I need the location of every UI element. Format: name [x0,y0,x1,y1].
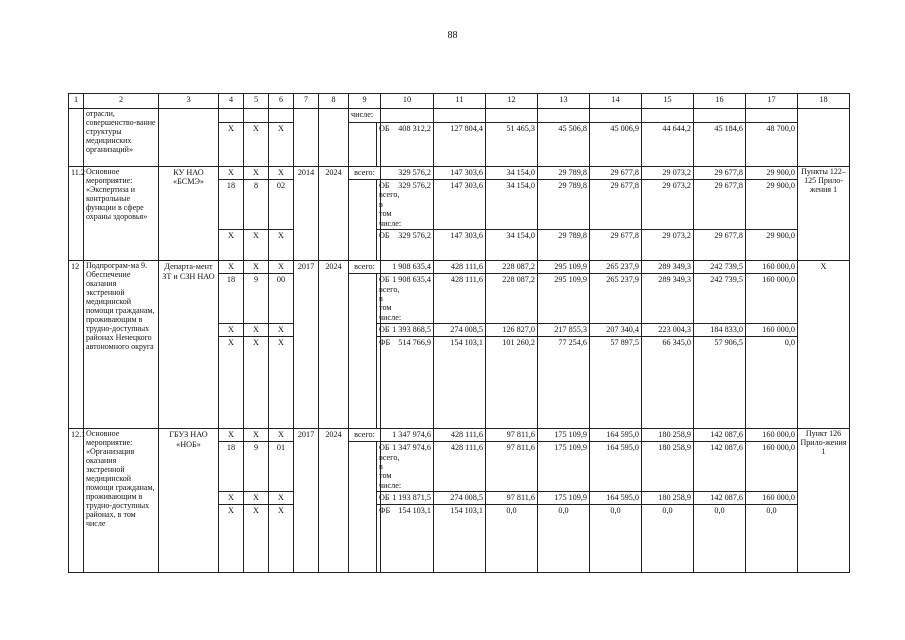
note-cell: Пункты 122–125 Прило-жения 1 [798,167,850,261]
value-cell: 164 595,0 [590,442,642,492]
value-cell: 142 087,6 [694,442,746,492]
value-cell: 29 900,0 [746,230,798,261]
table-row [69,167,850,180]
code-cell: 8 [244,180,269,230]
header-cell: 8 [319,94,349,109]
value-cell: 127 804,4 [434,123,486,167]
value-cell: 1 908 635,4 [381,261,434,274]
code-cell: Х [219,429,244,442]
executor: Департа-мент ЗТ и СЗН НАО [159,261,219,429]
header-cell: 6 [269,94,294,109]
value-cell: 180 258,9 [642,429,694,442]
value-cell: 97 811,6 [486,492,538,505]
value-cell: 29 073,2 [642,180,694,230]
executor: ГБУЗ НАО «НОБ» [159,429,219,573]
year-start: 2017 [294,261,319,429]
code-cell: Х [219,261,244,274]
value-cell: 184 833,0 [694,324,746,337]
code-cell: Х [219,167,244,180]
source-label: числе: [349,109,381,123]
code-cell: Х [219,123,244,167]
header-cell: 7 [294,94,319,109]
value-cell: 228 087,2 [486,274,538,324]
value-cell: 0,0 [538,505,590,573]
value-cell: 29 789,8 [538,167,590,180]
source-label: ОБ всего, в том числе: [377,274,381,324]
source-label: всего: [349,261,381,274]
value-cell: 329 576,2 [381,167,434,180]
executor: КУ НАО «БСМЭ» [159,167,219,261]
value-cell: 164 595,0 [590,429,642,442]
value-cell: 428 111,6 [434,274,486,324]
source-label: ОБ всего, в том числе: [377,180,381,230]
code-cell: Х [269,230,294,261]
header-cell: 10 [381,94,434,109]
value-cell: 97 811,6 [486,429,538,442]
code-cell: 9 [244,442,269,492]
value-cell: 1 347 974,6 [381,442,434,492]
code-cell: 01 [269,442,294,492]
source-label: ОБ [377,324,381,337]
value-cell: 207 340,4 [590,324,642,337]
source-label: ОБ всего, в том числе: [377,442,381,492]
code-cell: Х [219,230,244,261]
header-cell: 17 [746,94,798,109]
value-cell: 147 303,6 [434,230,486,261]
value-cell: 29 677,8 [694,230,746,261]
source-label: ФБ [377,337,381,429]
code-cell: Х [244,230,269,261]
value-cell: 223 004,3 [642,324,694,337]
header-cell: 16 [694,94,746,109]
table-row [69,429,850,442]
value-cell: 242 739,5 [694,261,746,274]
value-cell: 29 677,8 [694,167,746,180]
value-cell: 1 393 868,5 [381,324,434,337]
value-cell: 228 087,2 [486,261,538,274]
table-header-row [69,94,850,109]
value-cell: 1 193 871,5 [381,492,434,505]
value-cell: 29 789,8 [538,180,590,230]
value-cell: 175 109,9 [538,492,590,505]
item-number: 11.2 [69,167,84,261]
code-cell: 18 [219,442,244,492]
value-cell: 164 595,0 [590,492,642,505]
value-cell: 34 154,0 [486,180,538,230]
item-description: Основное мероприятие: «Экспертиза и контрольные функции в сфере охраны здоровья» [84,167,159,261]
code-cell: Х [269,324,294,337]
year-start: 2014 [294,167,319,261]
value-cell: 160 000,0 [746,442,798,492]
value-cell: 147 303,6 [434,167,486,180]
header-cell: 2 [84,94,159,109]
value-cell: 0,0 [746,505,798,573]
source-label: всего: [349,167,381,180]
note-cell: Пункт 126 Прило-жения 1 [798,429,850,573]
year-end: 2024 [319,261,349,429]
value-cell: 175 109,9 [538,442,590,492]
year-end: 2024 [319,429,349,573]
value-cell: 29 677,8 [590,180,642,230]
value-cell: 142 087,6 [694,492,746,505]
value-cell: 329 576,2 [381,230,434,261]
value-cell: 1 347 974,6 [381,429,434,442]
header-cell: 15 [642,94,694,109]
source-label: ОБ [377,492,381,505]
code-cell: Х [244,429,269,442]
value-cell: 160 000,0 [746,261,798,274]
header-cell: 12 [486,94,538,109]
value-cell: 180 258,9 [642,492,694,505]
value-cell: 45 184,6 [694,123,746,167]
code-cell: Х [269,167,294,180]
source-label: ОБ [377,230,381,261]
header-cell: 3 [159,94,219,109]
code-cell: Х [269,429,294,442]
value-cell: 160 000,0 [746,429,798,442]
value-cell: 29 677,8 [694,180,746,230]
code-cell: Х [244,324,269,337]
value-cell: 289 349,3 [642,274,694,324]
value-cell: 57 897,5 [590,337,642,429]
code-cell: 18 [219,180,244,230]
code-cell: 00 [269,274,294,324]
value-cell: 0,0 [746,337,798,429]
code-cell: Х [269,492,294,505]
value-cell: 329 576,2 [381,180,434,230]
code-cell: Х [244,123,269,167]
value-cell: 0,0 [694,505,746,573]
note-cell: Х [798,261,850,429]
value-cell: 29 900,0 [746,167,798,180]
item-number: 12 [69,261,84,429]
value-cell: 295 109,9 [538,261,590,274]
value-cell: 57 906,5 [694,337,746,429]
code-cell: 18 [219,274,244,324]
value-cell: 514 766,9 [381,337,434,429]
code-cell: Х [244,505,269,573]
value-cell: 154 103,1 [434,505,486,573]
value-cell: 180 258,9 [642,442,694,492]
value-cell: 428 111,6 [434,442,486,492]
value-cell: 126 827,0 [486,324,538,337]
value-cell: 51 465,3 [486,123,538,167]
value-cell: 428 111,6 [434,261,486,274]
value-cell: 1 908 635,4 [381,274,434,324]
code-cell: Х [244,167,269,180]
code-cell: Х [269,337,294,429]
value-cell: 274 008,5 [434,324,486,337]
value-cell: 217 855,3 [538,324,590,337]
value-cell: 265 237,9 [590,261,642,274]
header-cell: 18 [798,94,850,109]
code-cell: Х [219,337,244,429]
source-label: ОБ [377,123,381,167]
page-number: 88 [447,30,458,41]
header-cell: 11 [434,94,486,109]
code-cell: Х [219,492,244,505]
code-cell: Х [244,261,269,274]
code-cell: Х [219,324,244,337]
value-cell: 289 349,3 [642,261,694,274]
value-cell: 0,0 [486,505,538,573]
item-description: отрасли, совершенство-вание структуры медицинских организаций» [84,109,159,167]
code-cell: 02 [269,180,294,230]
value-cell: 34 154,0 [486,230,538,261]
value-cell: 175 109,9 [538,429,590,442]
value-cell: 97 811,6 [486,442,538,492]
value-cell: 29 677,8 [590,230,642,261]
value-cell: 29 073,2 [642,167,694,180]
value-cell: 29 789,8 [538,230,590,261]
value-cell: 34 154,0 [486,167,538,180]
item-number: 12.1 [69,429,84,573]
value-cell: 0,0 [590,505,642,573]
value-cell: 45 006,9 [590,123,642,167]
value-cell: 154 103,1 [381,505,434,573]
value-cell: 29 900,0 [746,180,798,230]
item-description: Подпрограм-ма 9. Обеспечение оказания экстренной медицинской помощи гражданам, проживающим в трудно-доступных районах Ненецкого автономного округа [84,261,159,429]
value-cell: 160 000,0 [746,274,798,324]
code-cell: Х [244,492,269,505]
value-cell: 154 103,1 [434,337,486,429]
source-label: всего: [349,429,381,442]
value-cell: 0,0 [642,505,694,573]
value-cell: 295 109,9 [538,274,590,324]
value-cell: 66 345,0 [642,337,694,429]
code-cell: Х [269,261,294,274]
value-cell: 408 312,2 [381,123,434,167]
value-cell: 29 677,8 [590,167,642,180]
value-cell: 45 506,8 [538,123,590,167]
table-row [69,109,850,123]
value-cell: 160 000,0 [746,324,798,337]
code-cell: Х [244,337,269,429]
item-description: Основное мероприятие: «Организация оказания экстренной медицинской помощи гражданам, проживающим в трудно-доступных районах, в том числе [84,429,159,573]
value-cell: 101 260,2 [486,337,538,429]
code-cell: Х [269,123,294,167]
header-cell: 5 [244,94,269,109]
year-end: 2024 [319,167,349,261]
table-row [69,261,850,274]
value-cell: 147 303,6 [434,180,486,230]
value-cell: 265 237,9 [590,274,642,324]
year-start: 2017 [294,429,319,573]
header-cell: 1 [69,94,84,109]
header-cell: 4 [219,94,244,109]
header-cell: 14 [590,94,642,109]
value-cell: 77 254,6 [538,337,590,429]
value-cell: 242 739,5 [694,274,746,324]
code-cell: Х [219,505,244,573]
value-cell: 44 644,2 [642,123,694,167]
source-label: ФБ [377,505,381,573]
code-cell: 9 [244,274,269,324]
header-cell: 9 [349,94,381,109]
header-cell: 13 [538,94,590,109]
value-cell: 274 008,5 [434,492,486,505]
value-cell: 428 111,6 [434,429,486,442]
value-cell: 29 073,2 [642,230,694,261]
code-cell: Х [269,505,294,573]
value-cell: 48 700,0 [746,123,798,167]
value-cell: 160 000,0 [746,492,798,505]
value-cell: 142 087,6 [694,429,746,442]
budget-table [68,93,850,573]
